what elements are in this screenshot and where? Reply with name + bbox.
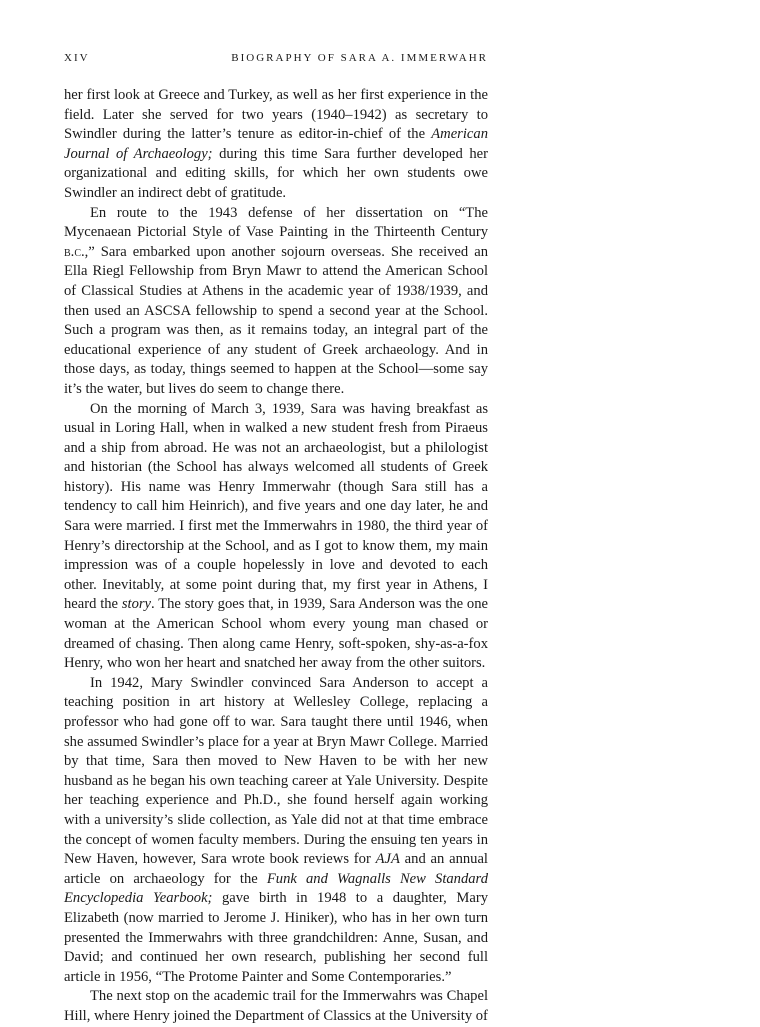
text-run: The next stop on the academic trail for the Immerwahrs was Chapel Hill, where Henry joined the Department of Classics at the University of xyxy=(64,988,488,1024)
running-head xyxy=(64,52,488,68)
paragraph xyxy=(64,204,488,400)
text-run: ,” Sara embarked upon another sojourn overseas. She received an Ella Riegl Fellowship from Bryn Mawr to attend the American School of Classical Studies at Athens in the academic year of 1938/1939, and then used an ASCSA fellowship to spend a second year at the School. Such a program was then, as it remains today, an integral part of the educational experience of any student of Greek archaeology. And in those days, as today, things seemed to happen at the School—some say it’s the water, but lives do seem to change there. xyxy=(64,243,488,397)
text-run: In 1942, Mary Swindler convinced Sara Anderson to accept a teaching position in art history at Wellesley College, replacing a professor who had gone off to war. Sara taught there until 1946, when she assumed Swindler’s place for a year at Bryn Mawr College. Married by that time, Sara then moved to New Haven to be with her new husband as he began his own teaching career at Yale University. Despite her teaching experience and Ph.D., she found herself again working with a university’s slide collection, as Yale did not at that time embrace the concept of women faculty members. During the ensuing ten years in New Haven, however, Sara wrote book reviews for xyxy=(64,674,488,868)
running-head-title: BIOGRAPHY OF SARA A. IMMERWAHR xyxy=(231,52,488,64)
italic-text: Funk and Wagnalls New Standard Encyclopedia Yearbook; xyxy=(64,870,488,907)
paragraph xyxy=(64,86,488,204)
italic-text: American Journal of Archaeology; xyxy=(64,126,488,162)
text-run: during this time Sara further developed her organizational and editing skills, for which her own students owe Swindler an indirect debt of gratitude. xyxy=(64,145,489,201)
text-run: gave birth in 1948 to a daughter, Mary Elizabeth (now married to Jerome J. Hiniker), who has in her own turn presented the Immerwahrs with three grandchildren: Anne, Susan, and David; and continued her own research, publishing her second full article in 1956, “The Protome Painter and Some Contemporaries.” xyxy=(64,890,488,985)
paragraph xyxy=(64,400,488,674)
small-caps-text: b.c. xyxy=(64,243,85,260)
body-text xyxy=(64,86,488,1027)
paragraph xyxy=(64,987,488,1026)
text-run: En route to the 1943 defense of her dissertation on “The Mycenaean Pictorial Style of Vase Painting in the Thirteenth Century xyxy=(64,204,488,241)
page-number: XIV xyxy=(64,52,90,64)
italic-text: AJA xyxy=(375,851,400,868)
text-run: On the morning of March 3, 1939, Sara was having breakfast as usual in Loring Hall, when in walked a new student fresh from Piraeus and a ship from abroad. He was not an archaeologist, but a philologist and historian (the School has always welcomed all students of Greek history). His name was Henry Immerwahr (though Sara still has a tendency to call him Heinrich), and five years and one day later, he and Sara were married. I first met the Immerwahrs in 1980, the third year of Henry’s directorship at the School, and as I got to know them, my main impression was of a couple hopelessly in love and devoted to each other. Inevitably, at some point during that, my first year in Athens, I heard the xyxy=(64,400,488,613)
text-run: . The story goes that, in 1939, Sara Anderson was the one woman at the American School whom every young man chased or dreamed of chasing. Then along came Henry, soft-spoken, shy-as-a-fox Henry, who won her heart and snatched her away from the other suitors. xyxy=(64,596,488,672)
paragraph xyxy=(64,674,488,988)
text-run: her first look at Greece and Turkey, as well as her first experience in the field. Later she served for two years (1940–1942) as secretary to Swindler during the latter’s tenure as editor-in-chief of the xyxy=(64,87,488,143)
italic-text: story xyxy=(121,596,152,613)
text-run: and an annual article on archaeology for the xyxy=(64,851,488,887)
